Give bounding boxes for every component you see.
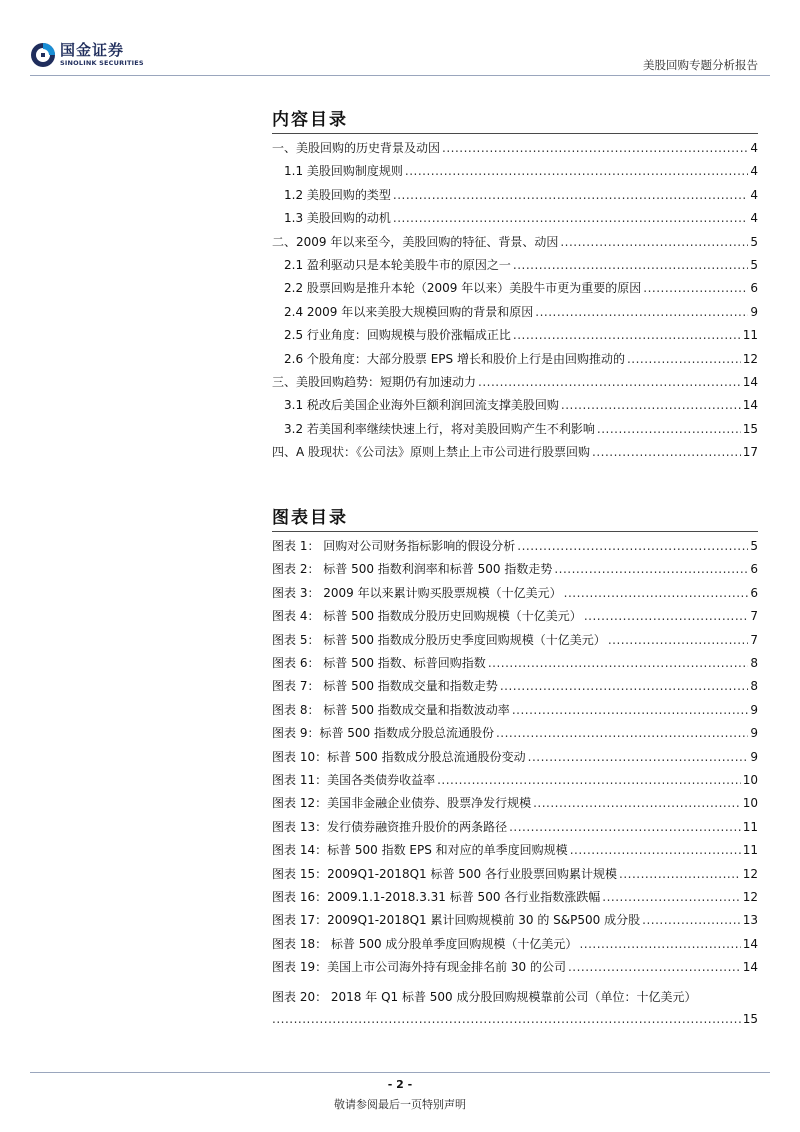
figure-entry-label: 图表 17：2009Q1-2018Q1 累计回购规模前 30 的 S&P500 成分股 (272, 913, 641, 928)
figure-entry[interactable] (272, 911, 758, 933)
figure-entry[interactable] (272, 958, 758, 980)
logo-english-name: SINOLINK SECURITIES (60, 59, 144, 68)
figure-entry-label: 图表 18： 标普 500 成分股单季度回购规模（十亿美元） (272, 936, 578, 951)
toc-entry-label: 一、美股回购的历史背景及动因 (272, 141, 441, 155)
figure-entry[interactable] (272, 724, 758, 746)
toc-entry[interactable] (284, 162, 758, 184)
figure-entry[interactable] (272, 865, 758, 887)
dot-leader (560, 235, 748, 249)
figure-entry-label: 图表 1： 回购对公司财务指标影响的假设分析 (272, 539, 516, 553)
figure-entry[interactable] (272, 677, 758, 699)
figure-entry-page: 11 (742, 819, 758, 834)
figure-entry-page: 10 (742, 796, 758, 811)
toc-entry-label: 2.1 盈利驱动只是本轮美股牛市的原因之一 (284, 258, 511, 272)
toc-entry[interactable] (284, 350, 758, 372)
toc-entry-page: 4 (750, 211, 758, 226)
figure-entry-page: 9 (750, 726, 758, 741)
figure-entry[interactable] (272, 935, 758, 957)
toc-entry[interactable] (272, 373, 758, 395)
toc-entry[interactable] (272, 139, 758, 161)
toc-entry-label: 3.2 若美国利率继续快速上行，将对美股回购产生不利影响 (284, 421, 595, 436)
dot-leader (442, 141, 748, 155)
figure-entry-page: 8 (750, 679, 758, 694)
toc-heading: 内容目录 (272, 110, 348, 130)
dot-leader (602, 890, 740, 904)
dot-leader (570, 843, 741, 857)
toc-entry-page: 5 (750, 258, 758, 272)
toc-entry-label: 三、美股回购趋势：短期仍有加速动力 (272, 375, 477, 389)
figure-entry-label: 图表 13：发行债券融资推升股价的两条路径 (272, 819, 508, 834)
figure-entry-page: 12 (742, 866, 758, 881)
toc-entry-label: 2.5 行业角度：回购规模与股价涨幅成正比 (284, 328, 511, 343)
figure-entry[interactable] (272, 584, 758, 606)
toc-entry[interactable] (284, 303, 758, 325)
dot-leader (627, 352, 741, 366)
dot-leader (592, 445, 741, 459)
figure-entry-label: 图表 5： 标普 500 指数成分股历史季度回购规模（十亿美元） (272, 632, 606, 647)
figure-entry-label: 图表 12：美国非金融企业债券、股票净发行规模 (272, 796, 532, 811)
figure-entry-page: 6 (750, 562, 758, 577)
figure-entry[interactable] (272, 631, 758, 653)
figures-heading-rule (272, 531, 758, 532)
figure-entry-label: 图表 8： 标普 500 指数成交量和指数波动率 (272, 702, 510, 717)
figure-entry-label: 图表 2： 标普 500 指数利润率和标普 500 指数走势 (272, 562, 553, 577)
toc-entry[interactable] (284, 186, 758, 208)
toc-entry-label: 3.1 税改后美国企业海外巨额利润回流支撑美股回购 (284, 398, 559, 413)
figure-entry-page: 14 (742, 936, 758, 951)
toc-entry[interactable] (272, 443, 758, 465)
report-title: 美股回购专题分析报告 (643, 58, 758, 72)
dot-leader (561, 398, 741, 412)
dot-leader (608, 633, 749, 647)
toc-entry-page: 12 (742, 351, 758, 366)
dot-leader (568, 960, 741, 974)
figure-entry[interactable] (272, 701, 758, 723)
dot-leader (584, 609, 749, 623)
dot-leader (533, 796, 741, 810)
figure-entry-page: 15 (742, 1012, 758, 1026)
dot-leader (517, 539, 748, 553)
figure-entry-label: 图表 15：2009Q1-2018Q1 标普 500 各行业股票回购累计规模 (272, 866, 618, 881)
dot-leader (535, 305, 748, 319)
figure-entry-page: 7 (750, 632, 758, 647)
toc-entry-page: 14 (742, 398, 758, 413)
sinolink-logo-icon (30, 42, 56, 68)
toc-entry[interactable] (284, 279, 758, 301)
figure-entry[interactable] (272, 748, 758, 770)
dot-leader (642, 913, 741, 927)
footer-divider (30, 1072, 770, 1073)
figure-entry-label: 图表 9：标普 500 指数成分股总流通股份 (272, 726, 494, 741)
figure-entry-page: 9 (750, 702, 758, 717)
toc-entry-page: 5 (750, 234, 758, 249)
figure-entry[interactable] (272, 654, 758, 676)
figure-entry-page: 10 (742, 773, 758, 787)
dot-leader (272, 1012, 741, 1026)
dot-leader (478, 375, 741, 389)
figure-entry-page: 5 (750, 539, 758, 553)
toc-heading-rule (272, 133, 758, 134)
figure-entry[interactable] (272, 818, 758, 840)
toc-entry-page: 17 (742, 445, 758, 460)
toc-entry-label: 四、A 股现状：《公司法》原则上禁止上市公司进行股票回购 (272, 445, 591, 460)
figure-entry-label: 图表 16：2009.1.1-2018.3.31 标普 500 各行业指数涨跌幅 (272, 890, 601, 904)
figure-entry-label: 图表 11：美国各类债券收益率 (272, 773, 436, 787)
figure-entry-label: 图表 20： 2018 年 Q1 标普 500 成分股回购规模靠前公司（单位：十亿美元） (272, 990, 697, 1004)
toc-entry-page: 14 (742, 375, 758, 389)
dot-leader (513, 258, 748, 272)
disclaimer-note: 敬请参阅最后一页特别声明 (334, 1098, 466, 1111)
figure-entry-page: 8 (750, 656, 758, 670)
figure-entry-page: 13 (742, 913, 758, 928)
dot-leader (512, 703, 749, 717)
toc-entry-label: 2.2 股票回购是推升本轮（2009 年以来）美股牛市更为重要的原因 (284, 281, 642, 296)
figure-entry-label: 图表 4： 标普 500 指数成分股历史回购规模（十亿美元） (272, 609, 582, 624)
dot-leader (564, 586, 749, 600)
toc-entry[interactable] (284, 326, 758, 348)
dot-leader (500, 679, 749, 693)
dot-leader (405, 164, 748, 178)
figure-entry-page: 7 (750, 609, 758, 624)
figure-entry-label: 图表 10：标普 500 指数成分股总流通股份变动 (272, 749, 526, 764)
company-logo (30, 42, 144, 68)
figure-entry-page: 6 (750, 585, 758, 600)
toc-entry-label: 1.1 美股回购制度规则 (284, 164, 403, 179)
toc-entry[interactable] (272, 233, 758, 255)
figure-entry-page: 14 (742, 960, 758, 975)
toc-entry[interactable] (284, 396, 758, 418)
figure-entry[interactable] (272, 537, 758, 559)
figure-entry[interactable] (272, 794, 758, 816)
figure-entry-label: 图表 6： 标普 500 指数、标普回购指数 (272, 656, 486, 670)
dot-leader (579, 937, 740, 951)
figure-entry-label: 图表 7： 标普 500 指数成交量和指数走势 (272, 679, 498, 694)
figure-entry-page: 9 (750, 749, 758, 764)
dot-leader (488, 656, 749, 670)
figure-entry[interactable] (272, 607, 758, 629)
dot-leader (597, 422, 741, 436)
dot-leader (528, 750, 749, 764)
figure-entry-page: 12 (742, 890, 758, 904)
dot-leader (393, 188, 748, 202)
figure-entry-last-leader[interactable] (272, 1012, 758, 1034)
page-number: - 2 - (387, 1078, 413, 1091)
figure-entry-label: 图表 14：标普 500 指数 EPS 和对应的单季度回购规模 (272, 843, 568, 858)
toc-entry[interactable] (284, 209, 758, 231)
logo-chinese-name: 国金证券 (60, 41, 125, 60)
toc-entry-label: 1.2 美股回购的类型 (284, 187, 391, 202)
toc-entry-label: 二、2009 年以来至今，美股回购的特征、背景、动因 (272, 234, 559, 249)
toc-entry-label: 1.3 美股回购的动机 (284, 211, 391, 226)
figure-entry[interactable] (272, 771, 758, 793)
dot-leader (643, 281, 748, 295)
toc-entry-page: 4 (750, 187, 758, 202)
figures-heading: 图表目录 (272, 508, 348, 528)
figure-entry-page: 11 (742, 843, 758, 858)
toc-entry[interactable] (284, 420, 758, 442)
header-divider (30, 75, 770, 76)
toc-entry-page: 4 (750, 164, 758, 179)
dot-leader (619, 867, 741, 881)
dot-leader (513, 328, 741, 342)
toc-entry-page: 15 (742, 421, 758, 436)
toc-entry-page: 6 (750, 281, 758, 296)
toc-entry[interactable] (284, 256, 758, 278)
toc-entry-page: 4 (750, 141, 758, 155)
dot-leader (393, 211, 748, 225)
toc-entry-label: 2.6 个股角度：大部分股票 EPS 增长和股价上行是由回购推动的 (284, 351, 625, 366)
dot-leader (437, 773, 741, 787)
dot-leader (554, 562, 748, 576)
figure-entry-label: 图表 19：美国上市公司海外持有现金排名前 30 的公司 (272, 960, 566, 975)
toc-entry-page: 9 (750, 304, 758, 319)
page-header (0, 0, 800, 80)
figure-entry[interactable] (272, 560, 758, 582)
figure-entry-label: 图表 3： 2009 年以来累计购买股票规模（十亿美元） (272, 585, 562, 600)
figure-entry[interactable] (272, 888, 758, 910)
dot-leader (496, 726, 748, 740)
toc-entry-label: 2.4 2009 年以来美股大规模回购的背景和原因 (284, 304, 534, 319)
dot-leader (509, 820, 741, 834)
figure-entry[interactable] (272, 841, 758, 863)
figure-entry-last[interactable] (272, 988, 758, 1010)
toc-entry-page: 11 (742, 328, 758, 343)
